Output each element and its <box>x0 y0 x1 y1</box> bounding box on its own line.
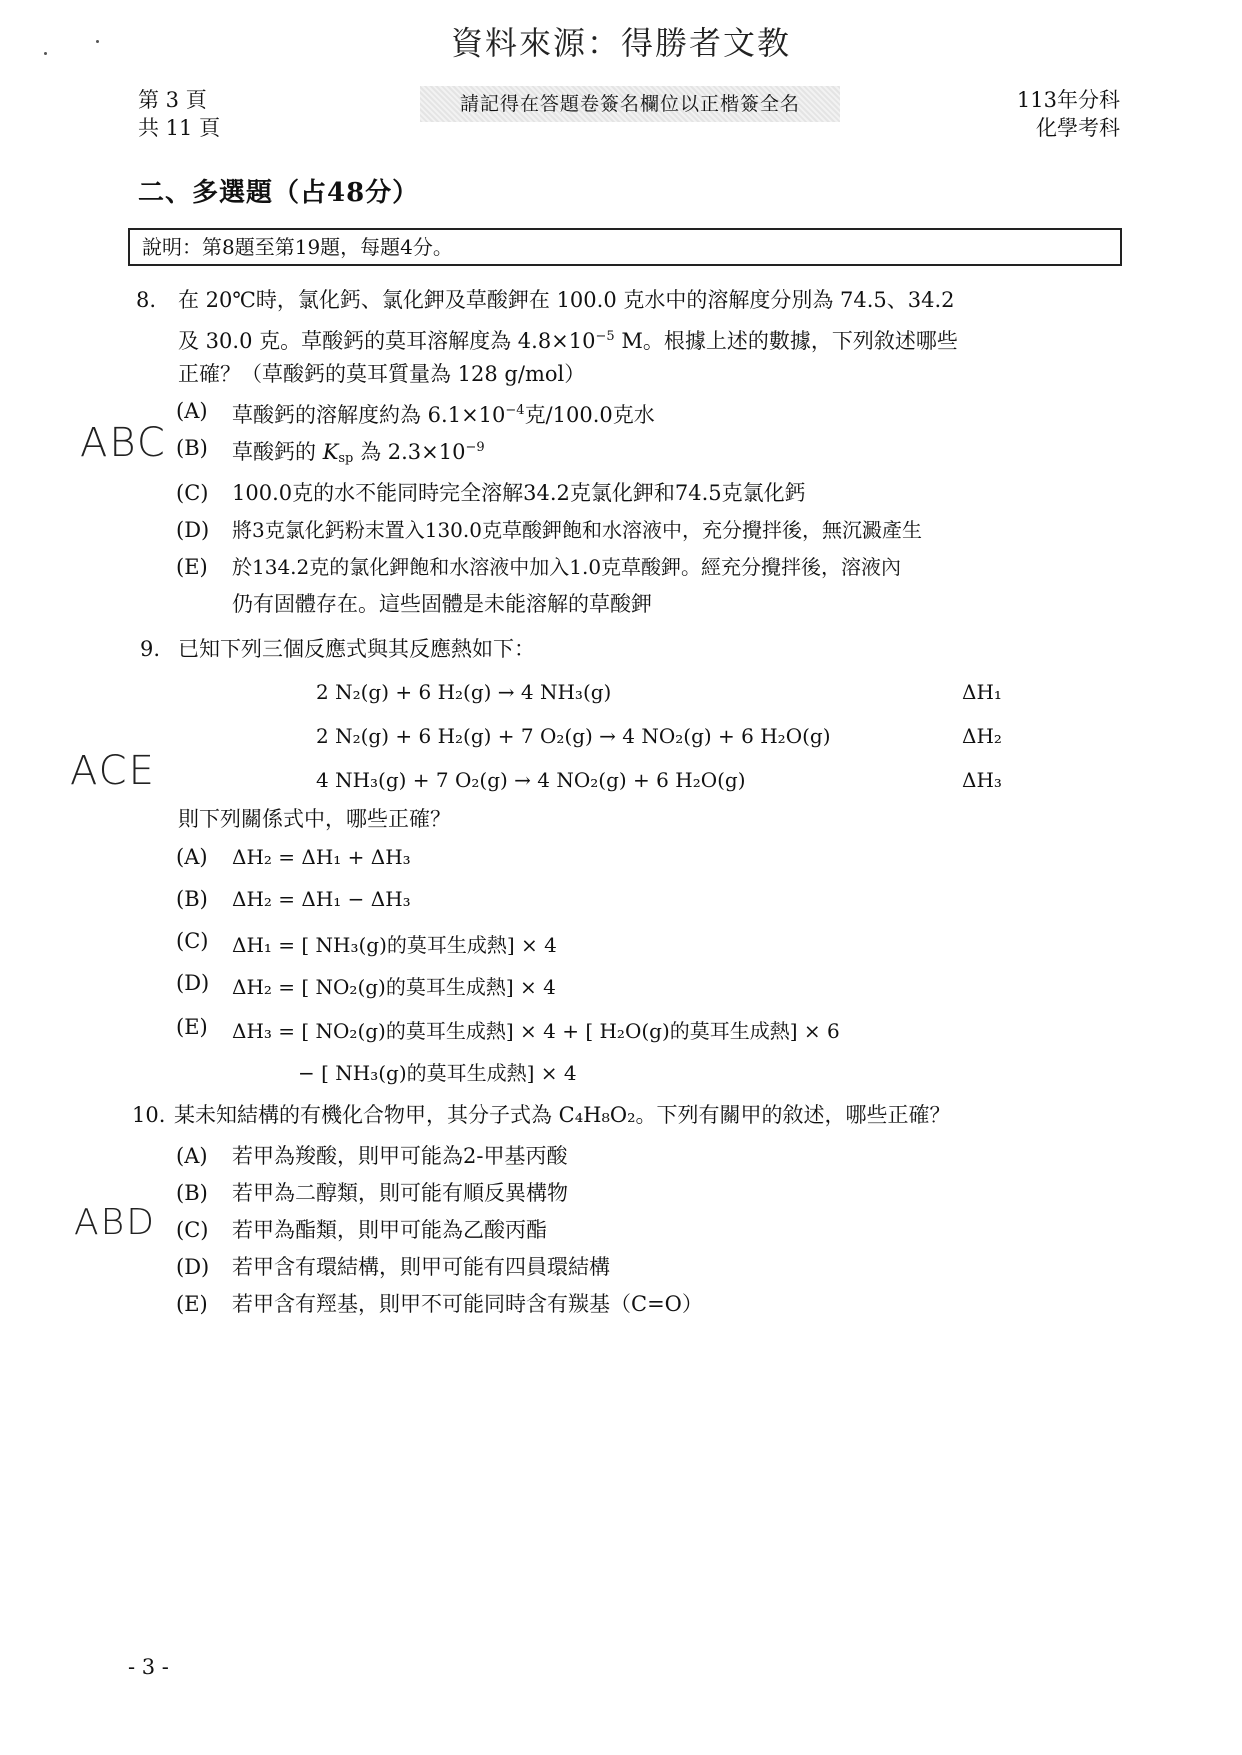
q9-option-a-label: (A) <box>176 845 208 869</box>
q9-equation-3-enthalpy: ΔH₃ <box>962 768 1002 792</box>
q9-option-b: ΔH₂ = ΔH₁ − ΔH₃ <box>232 887 411 911</box>
handwritten-answer-q9: ACE <box>70 748 156 794</box>
q8-option-a: 草酸鈣的溶解度約為 $6.1\times 10^{-4}$克/100.0克水 <box>232 403 655 427</box>
q9-intro: 已知下列三個反應式與其反應熱如下： <box>178 637 535 661</box>
q8-option-b: 草酸鈣的 $K_{sp}$ 為 $2.3\times 10^{-9}$ <box>232 440 485 466</box>
q10-option-d-label: (D) <box>176 1255 210 1279</box>
q8-option-b-label: (B) <box>176 436 208 460</box>
q8-text-line3: 正確？（草酸鈣的莫耳質量為 128 g/mol） <box>178 362 586 386</box>
section-title: 二、多選題（占48分） <box>138 178 420 208</box>
q9-option-c: ΔH₁ = [ NH₃(g)的莫耳生成熱] × 4 <box>232 933 557 957</box>
q8-option-e-label: (E) <box>176 555 208 579</box>
q10-option-c: 若甲為酯類，則甲可能為乙酸丙酯 <box>232 1218 547 1242</box>
q8-option-c-label: (C) <box>176 481 209 505</box>
q8-text-line2: 及 30.0 克。草酸鈣的莫耳溶解度為 $4.8\times 10^{-5}$ M。根據上述的數據，下列敘述哪些 <box>178 329 958 353</box>
q9-option-b-label: (B) <box>176 887 208 911</box>
q9-option-e-line2: − [ NH₃(g)的莫耳生成熱] × 4 <box>298 1061 577 1085</box>
q8-option-e-line1: 於134.2克的氯化鉀飽和水溶液中加入1.0克草酸鉀。經充分攪拌後，溶液內 <box>232 555 902 579</box>
q9-option-d: ΔH₂ = [ NO₂(g)的莫耳生成熱] × 4 <box>232 975 556 999</box>
source-handwritten: 資料來源：得勝者文教 <box>450 24 791 62</box>
q10-option-a: 若甲為羧酸，則甲可能為2-甲基丙酸 <box>232 1144 568 1168</box>
section-note-box <box>128 228 1122 266</box>
q8-option-d-label: (D) <box>176 518 210 542</box>
q10-option-d: 若甲含有環結構，則甲可能有四員環結構 <box>232 1255 610 1279</box>
q10-option-b-label: (B) <box>176 1181 208 1205</box>
q9-equation-2-enthalpy: ΔH₂ <box>962 724 1002 748</box>
q10-option-e: 若甲含有羥基，則甲不可能同時含有羰基（C=O） <box>232 1292 703 1316</box>
q8-text-line1: 在 20℃時，氯化鈣、氯化鉀及草酸鉀在 100.0 克水中的溶解度分別為 74.5、34.2 <box>178 288 955 312</box>
q10-option-c-label: (C) <box>176 1218 209 1242</box>
q8-option-c: 100.0克的水不能同時完全溶解34.2克氯化鉀和74.5克氯化鈣 <box>232 481 806 505</box>
q10-number: 10. <box>132 1103 166 1127</box>
q8-option-a-label: (A) <box>176 399 208 423</box>
q9-option-e-line1: ΔH₃ = [ NO₂(g)的莫耳生成熱] × 4 + [ H₂O(g)的莫耳生成熱] × 6 <box>232 1019 840 1043</box>
handwritten-answer-q10: ABD <box>74 1202 156 1243</box>
exam-year: 113年分科 <box>1016 88 1120 112</box>
q9-equation-1-enthalpy: ΔH₁ <box>962 680 1002 704</box>
q9-equation-3: 4 NH₃(g) + 7 O₂(g) → 4 NO₂(g) + 6 H₂O(g) <box>316 768 746 792</box>
q9-question: 則下列關係式中，哪些正確？ <box>178 807 451 831</box>
handwritten-answer-q8: ABC <box>80 420 167 466</box>
q9-equation-2: 2 N₂(g) + 6 H₂(g) + 7 O₂(g) → 4 NO₂(g) + 6 H₂O(g) <box>316 724 831 748</box>
q10-option-b: 若甲為二醇類，則可能有順反異構物 <box>232 1181 568 1205</box>
q9-option-c-label: (C) <box>176 929 209 953</box>
page-total: 共 11 頁 <box>138 116 221 140</box>
q9-option-a: ΔH₂ = ΔH₁ + ΔH₃ <box>232 845 411 869</box>
q9-option-e-label: (E) <box>176 1015 208 1039</box>
sign-reminder-banner: 請記得在答題卷簽名欄位以正楷簽全名 <box>420 86 840 122</box>
exam-subject: 化學考科 <box>1036 116 1120 140</box>
q9-option-d-label: (D) <box>176 971 210 995</box>
section-note: 說明：第8題至第19題，每題4分。 <box>142 235 453 259</box>
page-number: 第 3 頁 <box>138 88 207 112</box>
q10-option-e-label: (E) <box>176 1292 208 1316</box>
q8-option-d: 將3克氯化鈣粉末置入130.0克草酸鉀飽和水溶液中，充分攪拌後，無沉澱產生 <box>232 518 922 542</box>
q10-text: 某未知結構的有機化合物甲，其分子式為 C₄H₈O₂。下列有關甲的敘述，哪些正確？ <box>174 1103 951 1127</box>
q10-option-a-label: (A) <box>176 1144 208 1168</box>
q9-equation-1: 2 N₂(g) + 6 H₂(g) → 4 NH₃(g) <box>316 680 612 704</box>
q8-number: 8. <box>136 288 157 312</box>
q8-option-e-line2: 仍有固體存在。這些固體是未能溶解的草酸鉀 <box>232 592 652 616</box>
footer-page-number: - 3 - <box>128 1655 169 1679</box>
q9-number: 9. <box>140 637 161 661</box>
